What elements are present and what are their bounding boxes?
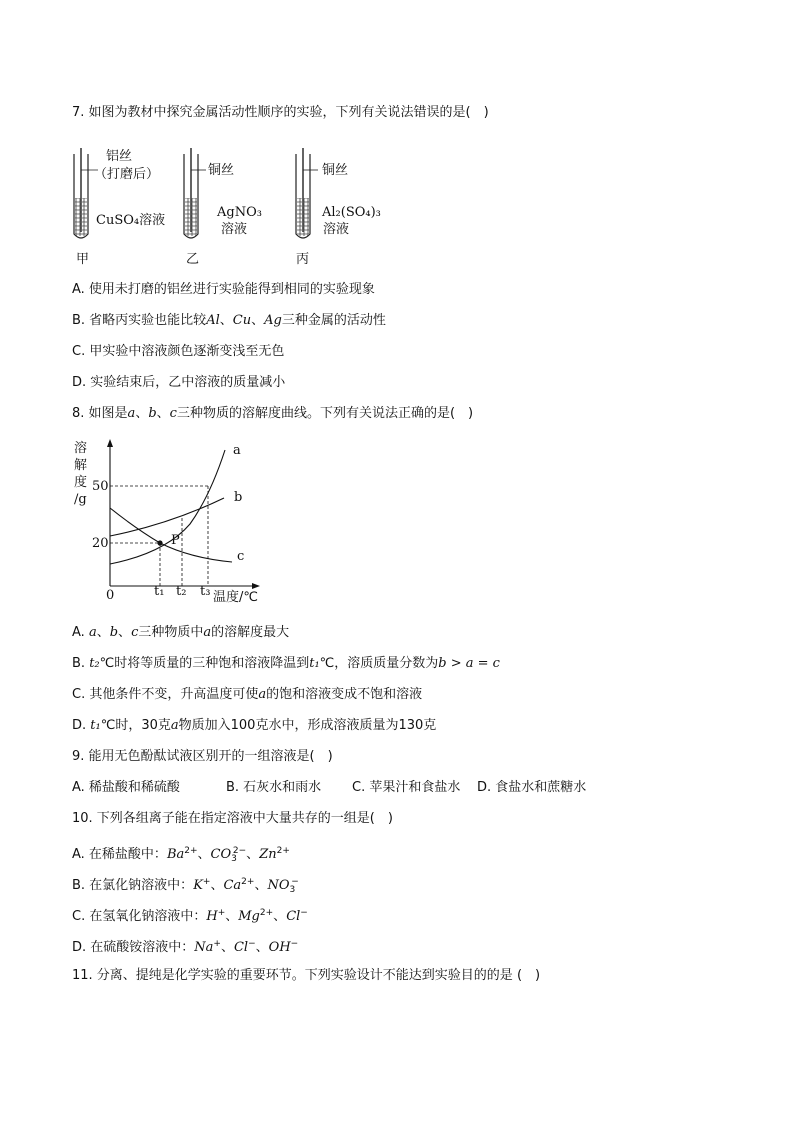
q10-option-c: C. 在氢氧化钠溶液中：H+、$Mg^{2+}$、Cl− bbox=[72, 908, 308, 924]
q8-option-d: D. t₁℃时，30克a物质加入100克水中，形成溶液质量为130克 bbox=[72, 718, 437, 733]
graph-xtick-t2: t₂ bbox=[176, 584, 187, 599]
q7-option-a: A. 使用未打磨的铝丝进行实验能得到相同的实验现象 bbox=[72, 282, 375, 297]
q7-option-b: B. 省略丙实验也能比较Al、Cu、Ag三种金属的活动性 bbox=[72, 313, 386, 328]
q7-option-c: C. 甲实验中溶液颜色逐渐变浅至无色 bbox=[72, 344, 285, 359]
tube-yi bbox=[184, 148, 198, 238]
q9-option-d: D. 食盐水和蔗糖水 bbox=[477, 780, 587, 795]
tube-yi-solution-label-1: AgNO₃ bbox=[217, 205, 262, 220]
tube-yi-wire-label: 铜丝 bbox=[208, 163, 235, 178]
graph-ytick-20: 20 bbox=[92, 536, 109, 551]
graph-origin: 0 bbox=[106, 588, 115, 603]
q8-option-a: A. a、b、c三种物质中a的溶解度最大 bbox=[72, 625, 290, 640]
q9-option-b: B. 石灰水和雨水 bbox=[226, 780, 322, 795]
q8-option-c: C. 其他条件不变，升高温度可使a的饱和溶液变成不饱和溶液 bbox=[72, 687, 423, 702]
q8-option-b: B. t₂℃时将等质量的三种饱和溶液降温到t₁℃，溶质质量分数为b > a = c bbox=[72, 656, 500, 671]
graph-curve-label-b: b bbox=[234, 490, 243, 505]
q10-option-b: B. 在氯化钠溶液中：K+、$Ca^{2+}$、$NO_3^-$ bbox=[72, 877, 299, 895]
tube-bing-solution-label-2: 溶液 bbox=[323, 222, 350, 237]
graph-xtick-t3: t₃ bbox=[200, 584, 211, 599]
tube-jia-tag: 甲 bbox=[76, 252, 90, 267]
point-p bbox=[157, 540, 162, 545]
tube-yi-tag: 乙 bbox=[186, 252, 200, 267]
curve-b bbox=[110, 498, 224, 536]
graph-curve-label-a: a bbox=[233, 443, 241, 458]
tube-bing-wire-label: 铜丝 bbox=[322, 163, 349, 178]
q10-stem: 10. 下列各组离子能在指定溶液中大量共存的一组是( ) bbox=[72, 811, 393, 826]
q9-option-c: C. 苹果汁和食盐水 bbox=[352, 780, 461, 795]
tube-bing-solution-label-1: Al₂(SO₄)₃ bbox=[322, 205, 381, 220]
tube-jia-solution-label: CuSO₄溶液 bbox=[96, 213, 166, 228]
q9-option-a: A. 稀盐酸和稀硫酸 bbox=[72, 780, 180, 795]
q9-stem: 9. 能用无色酚酞试液区别开的一组溶液是( ) bbox=[72, 749, 333, 764]
q8-stem: 8. 如图是a、b、c三种物质的溶解度曲线。下列有关说法正确的是( ) bbox=[72, 406, 474, 421]
graph-ylabel-1: 溶 bbox=[74, 441, 88, 456]
graph-xtick-t1: t₁ bbox=[154, 584, 165, 599]
graph-ytick-50: 50 bbox=[92, 479, 109, 494]
q10-option-d: D. 在硫酸铵溶液中：Na+、Cl−、OH− bbox=[72, 939, 299, 955]
graph-ylabel-2: 解 bbox=[74, 458, 88, 473]
tube-yi-solution-label-2: 溶液 bbox=[221, 222, 248, 237]
q7-option-d: D. 实验结束后，乙中溶液的质量减小 bbox=[72, 375, 286, 390]
graph-ylabel-4: /g bbox=[74, 492, 87, 507]
q11-stem: 11. 分离、提纯是化学实验的重要环节。下列实验设计不能达到实验目的的是 ( ) bbox=[72, 968, 541, 983]
tube-jia-wire-label-1: 铝丝 bbox=[106, 149, 133, 164]
q10-option-a: A. 在稀盐酸中：$Ba^{2+}$、$CO_3^{2-}$、$Zn^{2+}$ bbox=[72, 846, 290, 864]
graph-point-label-p: P bbox=[171, 533, 180, 548]
tube-bing bbox=[296, 148, 310, 238]
tube-bing-tag: 丙 bbox=[296, 252, 310, 267]
tube-jia-wire-label-2: （打磨后） bbox=[94, 167, 160, 182]
graph-xlabel: 温度/℃ bbox=[213, 590, 258, 605]
graph-ylabel-3: 度 bbox=[74, 475, 88, 490]
q8-solubility-graph bbox=[70, 436, 270, 610]
tube-jia bbox=[74, 148, 88, 238]
q7-stem: 7. 如图为教材中探究金属活动性顺序的实验，下列有关说法错误的是( ) bbox=[72, 105, 489, 120]
graph-curve-label-c: c bbox=[237, 549, 245, 564]
